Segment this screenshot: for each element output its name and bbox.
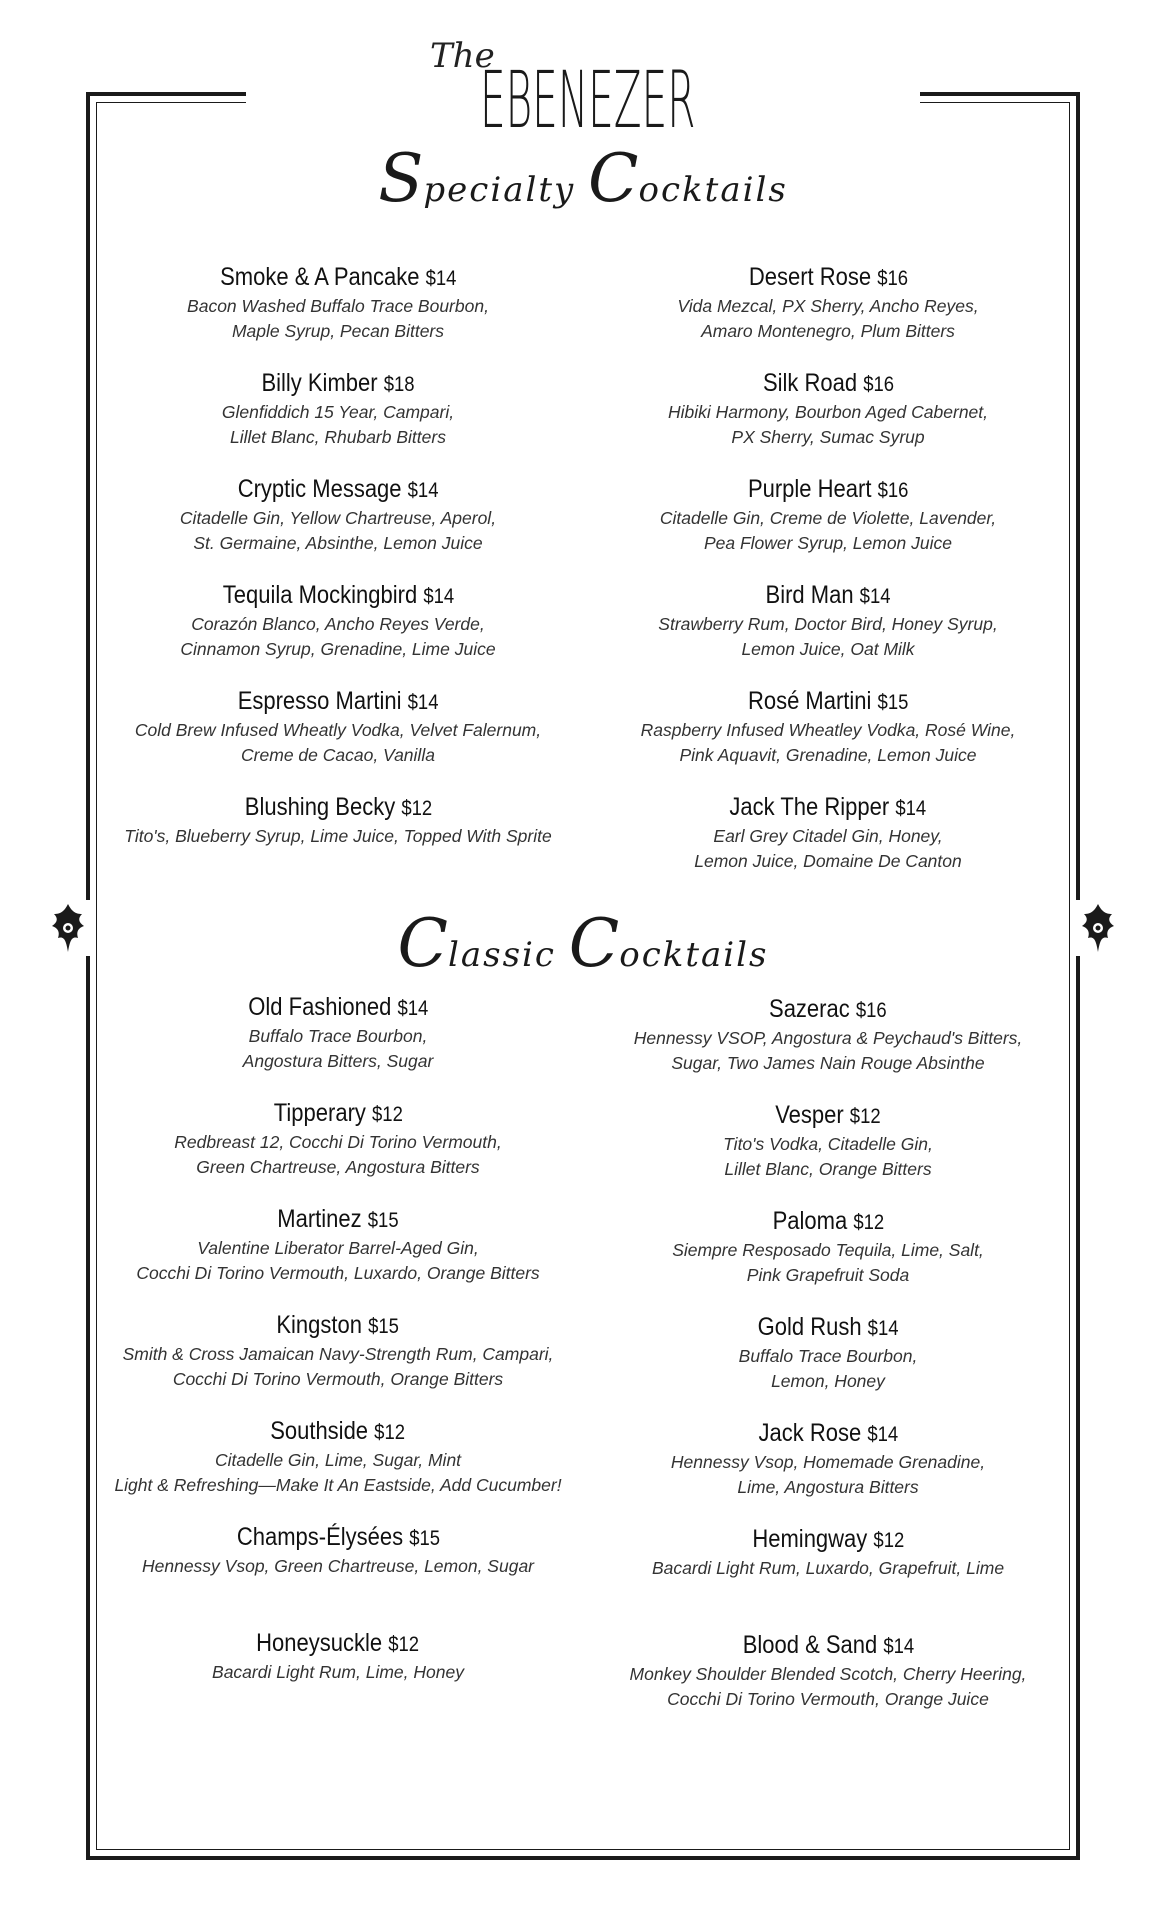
menu-item-name: Tequila Mockingbird	[222, 581, 417, 609]
description-line: Pink Aquavit, Grenadine, Lemon Juice	[679, 745, 977, 765]
menu-item	[108, 1522, 568, 1579]
menu-item-name: Espresso Martini	[237, 687, 402, 715]
menu-item-description	[108, 1342, 568, 1392]
menu-item-description	[108, 718, 568, 768]
heading-rest: lassic	[447, 935, 569, 975]
menu-item-name: Hemingway	[752, 1525, 867, 1553]
menu-item-price: $16	[877, 479, 909, 502]
menu-item-name: Jack Rose	[758, 1419, 861, 1447]
menu-item-title	[730, 792, 927, 824]
description-line: Raspberry Infused Wheatley Vodka, Rosé Wine,	[640, 720, 1016, 740]
description-line: Angostura Bitters, Sugar	[242, 1051, 434, 1071]
description-line: Creme de Cacao, Vanilla	[241, 745, 435, 765]
menu-item-name: Southside	[270, 1417, 369, 1445]
menu-item-name: Sazerac	[769, 995, 850, 1023]
description-line: Bacardi Light Rum, Luxardo, Grapefruit, Lime	[651, 1558, 1005, 1578]
menu-item-name: Vesper	[775, 1101, 844, 1129]
heading-rest: pecialty	[423, 170, 589, 210]
description-line: Lillet Blanc, Rhubarb Bitters	[230, 427, 446, 447]
description-line: Valentine Liberator Barrel-Aged Gin,	[197, 1238, 479, 1258]
specialty-heading	[0, 140, 1166, 217]
menu-item-name: Blushing Becky	[244, 793, 395, 821]
description-line: Monkey Shoulder Blended Scotch, Cherry Heering,	[629, 1664, 1027, 1684]
menu-item-price: $18	[383, 373, 415, 396]
menu-item	[108, 1310, 568, 1392]
menu-item-title	[742, 1630, 914, 1662]
description-line: PX Sherry, Sumac Syrup	[731, 427, 925, 447]
menu-item	[108, 262, 568, 344]
menu-item-title	[248, 992, 428, 1024]
menu-item-price: $15	[368, 1315, 400, 1338]
menu-item	[598, 580, 1058, 662]
description-line: Pea Flower Syrup, Lemon Juice	[703, 533, 953, 553]
menu-item-title	[758, 1418, 898, 1450]
description-line: Hennessy VSOP, Angostura & Peychaud's Bitters,	[633, 1028, 1023, 1048]
description-line: Lillet Blanc, Orange Bitters	[724, 1159, 932, 1179]
menu-item-name: Billy Kimber	[261, 369, 378, 397]
menu-item-description	[598, 506, 1058, 556]
menu-item-title	[244, 792, 431, 824]
menu-item-title	[238, 474, 439, 506]
menu-item-title	[775, 1100, 880, 1132]
menu-item-title	[261, 368, 414, 400]
menu-item-description	[108, 294, 568, 344]
description-line: Maple Syrup, Pecan Bitters	[231, 321, 445, 341]
description-line: Hennessy Vsop, Green Chartreuse, Lemon, Sugar	[141, 1556, 534, 1576]
menu-item-description	[108, 1660, 568, 1685]
heading-rest: ocktails	[638, 170, 788, 210]
menu-item-title	[748, 262, 907, 294]
menu-item-description	[598, 1238, 1058, 1288]
description-line: Corazón Blanco, Ancho Reyes Verde,	[191, 614, 485, 634]
menu-item-price: $12	[388, 1633, 420, 1656]
menu-item-title	[769, 994, 887, 1026]
description-line: Cocchi Di Torino Vermouth, Orange Juice	[667, 1689, 989, 1709]
description-line: Cocchi Di Torino Vermouth, Luxardo, Orange Bitters	[136, 1263, 540, 1283]
menu-item-title	[758, 1312, 899, 1344]
menu-item-price: $15	[408, 1527, 440, 1550]
menu-item-description	[598, 1344, 1058, 1394]
menu-item-name: Kingston	[276, 1311, 363, 1339]
menu-item	[108, 686, 568, 768]
description-line: Pink Grapefruit Soda	[746, 1265, 910, 1285]
menu-item-description	[108, 1554, 568, 1579]
heading-cap: C	[588, 140, 639, 217]
menu-item-title	[277, 1310, 400, 1342]
description-line: St. Germaine, Absinthe, Lemon Juice	[193, 533, 483, 553]
menu-item-name: Rosé Martini	[747, 687, 872, 715]
menu-item-price: $12	[400, 797, 432, 820]
brand-the: The	[430, 36, 495, 76]
menu-item-price: $16	[876, 267, 908, 290]
menu-item-title	[273, 1098, 402, 1130]
description-line: Smith & Cross Jamaican Navy-Strength Rum, Campari,	[122, 1344, 554, 1364]
menu-item-title	[752, 1524, 904, 1556]
menu-item-description	[598, 1026, 1058, 1076]
description-line: Tito's, Blueberry Syrup, Lime Juice, Topped With Sprite	[124, 826, 552, 846]
menu-item	[108, 368, 568, 450]
description-line: Lime, Angostura Bitters	[737, 1477, 919, 1497]
description-line: Cinnamon Syrup, Grenadine, Lime Juice	[180, 639, 496, 659]
menu-item-price: $16	[862, 373, 894, 396]
menu-item-name: Smoke & A Pancake	[219, 263, 420, 291]
menu-item-price: $12	[374, 1421, 406, 1444]
description-line: Bacardi Light Rum, Lime, Honey	[212, 1662, 464, 1682]
menu-item-name: Old Fashioned	[247, 993, 392, 1021]
menu-item-description	[598, 1450, 1058, 1500]
menu-item-price: $14	[407, 479, 439, 502]
description-line: Hennessy Vsop, Homemade Grenadine,	[670, 1452, 986, 1472]
menu-item-description	[108, 506, 568, 556]
description-line: Earl Grey Citadel Gin, Honey,	[713, 826, 943, 846]
menu-item	[598, 1418, 1058, 1500]
menu-item-name: Gold Rush	[757, 1313, 862, 1341]
menu-item-title	[748, 686, 908, 718]
description-line: Hibiki Harmony, Bourbon Aged Cabernet,	[667, 402, 989, 422]
menu-item-price: $14	[397, 997, 429, 1020]
menu-item-title	[277, 1204, 398, 1236]
menu-item-price: $12	[873, 1529, 904, 1552]
description-line: Glenfiddich 15 Year, Campari,	[221, 402, 455, 422]
menu-item-name: Jack The Ripper	[729, 793, 890, 821]
menu-item-description	[598, 1556, 1058, 1581]
description-line: Siempre Resposado Tequila, Lime, Salt,	[672, 1240, 984, 1260]
description-line: Bacon Washed Buffalo Trace Bourbon,	[187, 296, 489, 316]
description-line: Buffalo Trace Bourbon,	[738, 1346, 918, 1366]
menu-item-description	[108, 1448, 568, 1498]
description-line: Tito's Vodka, Citadelle Gin,	[723, 1134, 933, 1154]
menu-item-title	[238, 686, 439, 718]
menu-item-price: $14	[867, 1317, 899, 1340]
menu-item-price: $14	[425, 267, 457, 290]
menu-item-price: $12	[852, 1211, 884, 1234]
brand-logo	[420, 26, 750, 146]
description-line: Cocchi Di Torino Vermouth, Orange Bitters	[172, 1369, 504, 1389]
menu-item-name: Bird Man	[765, 581, 854, 609]
menu-item-name: Blood & Sand	[742, 1631, 877, 1659]
description-line: Lemon, Honey	[771, 1371, 885, 1391]
menu-item-description	[108, 1236, 568, 1286]
heading-cap: S	[378, 140, 424, 217]
menu-item	[108, 1628, 568, 1685]
menu-item	[108, 992, 568, 1074]
menu-item-title	[257, 1628, 420, 1660]
description-line: Citadelle Gin, Yellow Chartreuse, Aperol,	[179, 508, 497, 528]
menu-item-name: Champs-Élysées	[236, 1523, 403, 1551]
menu-item-description	[598, 400, 1058, 450]
menu-item	[598, 1206, 1058, 1288]
menu-item	[108, 1204, 568, 1286]
menu-item-description	[598, 1662, 1058, 1712]
description-line: Vida Mezcal, PX Sherry, Ancho Reyes,	[677, 296, 979, 316]
menu-item	[598, 1630, 1058, 1712]
menu-item-price: $15	[367, 1209, 399, 1232]
description-line: Lemon Juice, Domaine De Canton	[694, 851, 962, 871]
menu-item-price: $16	[855, 999, 887, 1022]
menu-item	[598, 1524, 1058, 1581]
menu-item-name: Purple Heart	[747, 475, 872, 503]
menu-item-name: Cryptic Message	[237, 475, 402, 503]
brand-name: EBENEZER	[480, 56, 696, 146]
menu-item-title	[220, 262, 456, 294]
menu-item	[598, 262, 1058, 344]
heading-cap: C	[568, 905, 620, 982]
heading-cap: C	[397, 905, 448, 982]
heading-rest: ocktails	[619, 935, 769, 975]
menu-item	[598, 792, 1058, 874]
menu-item-price: $14	[859, 585, 891, 608]
menu-item-price: $14	[882, 1635, 914, 1658]
menu-item	[598, 1100, 1058, 1182]
menu-item-name: Silk Road	[762, 369, 857, 397]
menu-item-price: $14	[422, 585, 454, 608]
menu-item-description	[598, 718, 1058, 768]
menu-item	[108, 1416, 568, 1498]
menu-item	[108, 1098, 568, 1180]
menu-item-title	[762, 368, 893, 400]
menu-item-name: Martinez	[277, 1205, 362, 1233]
menu-item-title	[271, 1416, 406, 1448]
menu-item-name: Honeysuckle	[256, 1629, 383, 1657]
menu-item-title	[765, 580, 890, 612]
description-line: Cold Brew Infused Wheatly Vodka, Velvet Falernum,	[134, 720, 542, 740]
description-line: Sugar, Two James Nain Rouge Absinthe	[671, 1053, 985, 1073]
menu-item	[598, 1312, 1058, 1394]
menu-item-price: $15	[877, 691, 909, 714]
menu-item	[598, 368, 1058, 450]
menu-item-description	[108, 1130, 568, 1180]
menu-item-description	[598, 824, 1058, 874]
menu-item	[598, 474, 1058, 556]
menu-item	[108, 474, 568, 556]
description-line: Strawberry Rum, Doctor Bird, Honey Syrup,	[658, 614, 998, 634]
menu-item-price: $14	[407, 691, 439, 714]
menu-item-name: Paloma	[772, 1207, 847, 1235]
description-line: Light & Refreshing—Make It An Eastside, Add Cucumber!	[114, 1475, 562, 1495]
menu-item-price: $14	[895, 797, 927, 820]
menu-item-name: Tipperary	[273, 1099, 366, 1127]
menu-item	[598, 994, 1058, 1076]
menu-item	[108, 580, 568, 662]
classic-heading	[0, 905, 1166, 982]
menu-item-price: $12	[849, 1105, 881, 1128]
description-line: Amaro Montenegro, Plum Bitters	[701, 321, 955, 341]
description-line: Buffalo Trace Bourbon,	[248, 1026, 428, 1046]
menu-item-title	[222, 580, 453, 612]
menu-item-price: $14	[866, 1423, 898, 1446]
menu-item-description	[108, 1024, 568, 1074]
menu-item-description	[108, 612, 568, 662]
menu-item-description	[108, 824, 568, 849]
menu-item-price: $12	[371, 1103, 403, 1126]
description-line: Lemon Juice, Oat Milk	[741, 639, 915, 659]
menu-item-description	[598, 294, 1058, 344]
description-line: Redbreast 12, Cocchi Di Torino Vermouth,	[174, 1132, 502, 1152]
menu-item-description	[598, 612, 1058, 662]
menu-item-title	[748, 474, 908, 506]
menu-item-title	[772, 1206, 884, 1238]
description-line: Citadelle Gin, Lime, Sugar, Mint	[214, 1450, 462, 1470]
menu-item	[108, 792, 568, 849]
menu-item-description	[108, 400, 568, 450]
menu-item-title	[236, 1522, 439, 1554]
menu-item-description	[598, 1132, 1058, 1182]
description-line: Green Chartreuse, Angostura Bitters	[196, 1157, 480, 1177]
description-line: Citadelle Gin, Creme de Violette, Lavender,	[659, 508, 997, 528]
menu-item	[598, 686, 1058, 768]
menu-item-name: Desert Rose	[748, 263, 871, 291]
